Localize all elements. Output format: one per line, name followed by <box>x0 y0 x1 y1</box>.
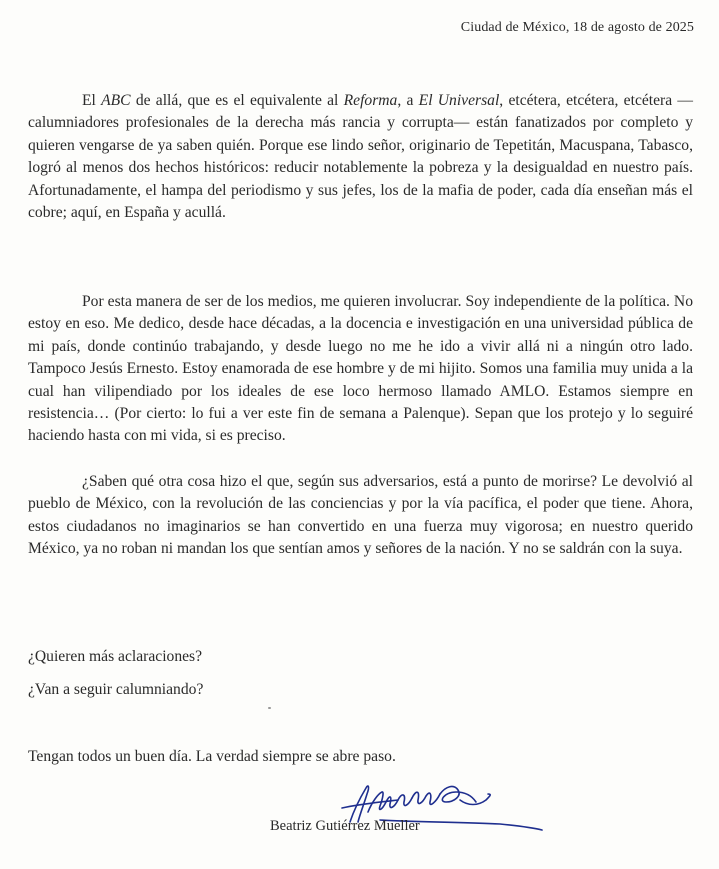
paper-speck <box>268 707 271 709</box>
paragraph-1-text: , etcétera, etcétera, etcétera —calumniadores profesionales de la derecha más rancia y corrupta— están fanatizados por completo y quieren vengarse de ya saben quién. Porque ese lindo señor, originario de Tepetitán, Macuspana, Tabasco, logró al menos dos hechos históricos: reducir notablemente la pobreza y la desigualdad en nuestro país. Afortunadamente, el hampa del periodismo y sus jefes, los de la mafia de poder, cada día enseñan más el cobre; aquí, en España y acullá. <box>28 92 693 222</box>
date-line: Ciudad de México, 18 de agosto de 2025 <box>460 20 694 35</box>
question-2: ¿Van a seguir calumniando? <box>28 681 204 698</box>
paragraph-1-text: El <box>82 92 102 109</box>
paragraph-1-text: de allá, que es el equivalente al <box>130 92 344 109</box>
closing-line: Tengan todos un buen día. La verdad siempre se abre paso. <box>28 748 396 765</box>
paragraph-1 <box>28 90 693 224</box>
abc-newspaper-name: ABC <box>101 92 131 109</box>
signer-name: Beatriz Gutiérrez Mueller <box>270 818 420 834</box>
paragraph-1-text: , a <box>397 92 419 109</box>
paragraph-3: ¿Saben qué otra cosa hizo el que, según sus adversarios, está a punto de morirse? Le devolvió al pueblo de México, con la revolución de las conciencias y por la vía pacífica, el poder que tiene. Ahora, estos ciudadanos no imaginarios se han convertido en una fuerza muy vigorosa; en nuestro querido México, ya no roban ni mandan los que sentían amos y señores de la nación. Y no se saldrán con la suya. <box>28 473 693 558</box>
universal-newspaper-name: El Universal <box>418 92 500 109</box>
question-1: ¿Quieren más aclaraciones? <box>28 648 203 665</box>
paragraph-2: Por esta manera de ser de los medios, me quieren involucrar. Soy independiente de la política. No estoy en eso. Me dedico, desde hace décadas, a la docencia e investigación en una universidad pública de mi país, donde continúo trabajando, y desde luego no me he ido a vivir allá ni a ningún otro lado. Tampoco Jesús Ernesto. Estoy enamorada de ese hombre y de mi hijito. Somos una familia muy unida a la cual han vilipendiado por los ideales de ese loco hermoso llamado AMLO. Estamos siempre en resistencia… (Por cierto: lo fui a ver este fin de semana a Palenque). Sepan que los protejo y lo seguiré haciendo hasta con mi vida, si es preciso. <box>28 293 693 445</box>
reforma-newspaper-name: Reforma <box>343 92 398 109</box>
